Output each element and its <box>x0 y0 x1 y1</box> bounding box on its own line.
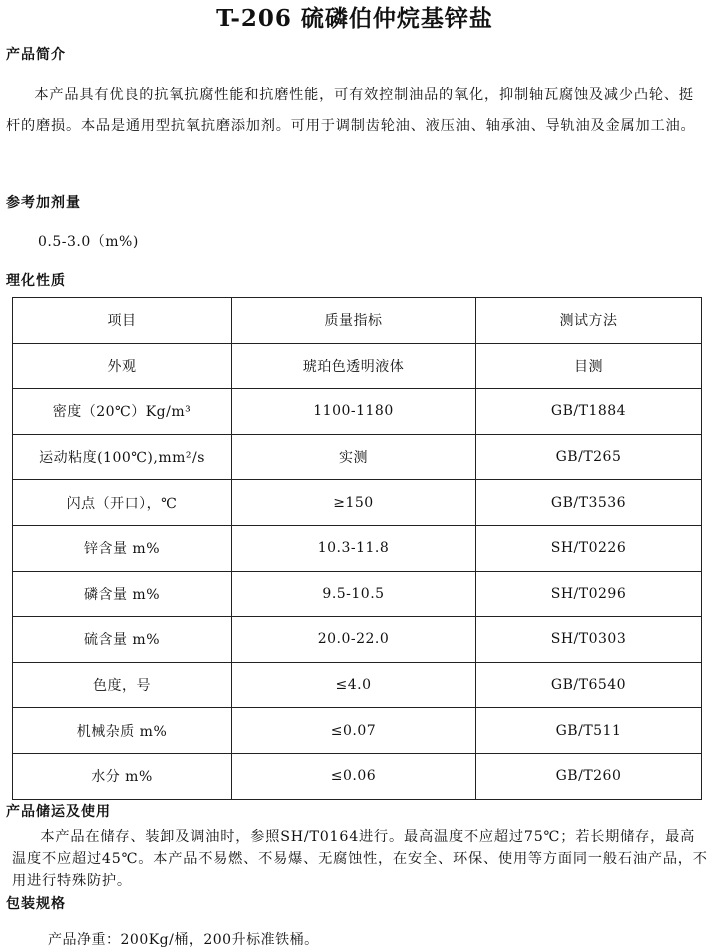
property-name-cell: 运动粘度(100℃),mm²/s <box>13 434 232 480</box>
spec-value-cell: 10.3-11.8 <box>232 525 476 571</box>
table-row <box>13 434 702 480</box>
property-name-cell: 水分 m% <box>13 753 232 799</box>
table-row <box>13 571 702 617</box>
column-header-spec: 质量指标 <box>232 298 476 344</box>
spec-value-cell: 20.0-22.0 <box>232 617 476 663</box>
spec-value-cell: 1100-1180 <box>232 389 476 435</box>
intro-heading: 产品简介 <box>6 47 66 63</box>
property-name-cell: 色度，号 <box>13 662 232 708</box>
page-title: T-206 硫磷伯仲烷基锌盐 <box>216 5 493 32</box>
column-header-method: 测试方法 <box>476 298 702 344</box>
table-row <box>13 753 702 799</box>
test-method-cell: 目测 <box>476 343 702 389</box>
property-name-cell: 锌含量 m% <box>13 525 232 571</box>
table-row <box>13 343 702 389</box>
spec-value-cell: ≤4.0 <box>232 662 476 708</box>
spec-value-cell: 实测 <box>232 434 476 480</box>
test-method-cell: SH/T0226 <box>476 525 702 571</box>
table-row <box>13 480 702 526</box>
table-row <box>13 617 702 663</box>
column-header-item: 项目 <box>13 298 232 344</box>
table-header-row <box>13 298 702 344</box>
spec-value-cell: ≤0.06 <box>232 753 476 799</box>
test-method-cell: GB/T3536 <box>476 480 702 526</box>
property-name-cell: 磷含量 m% <box>13 571 232 617</box>
test-method-cell: GB/T260 <box>476 753 702 799</box>
test-method-cell: GB/T6540 <box>476 662 702 708</box>
table-row <box>13 708 702 754</box>
table-row <box>13 389 702 435</box>
table-row <box>13 662 702 708</box>
property-name-cell: 密度（20℃）Kg/m³ <box>13 389 232 435</box>
packaging-text: 产品净重：200Kg/桶，200升标准铁桶。 <box>48 932 319 948</box>
spec-value-cell: ≤0.07 <box>232 708 476 754</box>
storage-heading: 产品储运及使用 <box>6 804 111 820</box>
test-method-cell: SH/T0303 <box>476 617 702 663</box>
property-name-cell: 硫含量 m% <box>13 617 232 663</box>
test-method-cell: GB/T265 <box>476 434 702 480</box>
property-name-cell: 机械杂质 m% <box>13 708 232 754</box>
property-name-cell: 闪点（开口），℃ <box>13 480 232 526</box>
test-method-cell: GB/T1884 <box>476 389 702 435</box>
packaging-heading: 包装规格 <box>6 896 66 912</box>
dosage-heading: 参考加剂量 <box>6 195 81 211</box>
spec-value-cell: 9.5-10.5 <box>232 571 476 617</box>
storage-paragraph: 本产品在储存、装卸及调油时，参照SH/T0164进行。最高温度不应超过75℃；若长期储存，最高温度不应超过45℃。本产品不易燃、不易爆、无腐蚀性，在安全、环保、使用等方面同一般石油产品，不用进行特殊防护。 <box>12 829 708 889</box>
properties-heading: 理化性质 <box>6 273 66 289</box>
table-row <box>13 525 702 571</box>
properties-table <box>12 297 702 800</box>
intro-paragraph: 本产品具有优良的抗氧抗腐性能和抗磨性能，可有效控制油品的氧化，抑制轴瓦腐蚀及减少凸轮、挺杆的磨损。本品是通用型抗氧抗磨添加剂。可用于调制齿轮油、液压油、轴承油、导轨油及金属加工油。 <box>6 87 696 134</box>
spec-value-cell: ≥150 <box>232 480 476 526</box>
test-method-cell: GB/T511 <box>476 708 702 754</box>
test-method-cell: SH/T0296 <box>476 571 702 617</box>
property-name-cell: 外观 <box>13 343 232 389</box>
spec-value-cell: 琥珀色透明液体 <box>232 343 476 389</box>
dosage-value: 0.5-3.0（m%) <box>38 234 139 250</box>
